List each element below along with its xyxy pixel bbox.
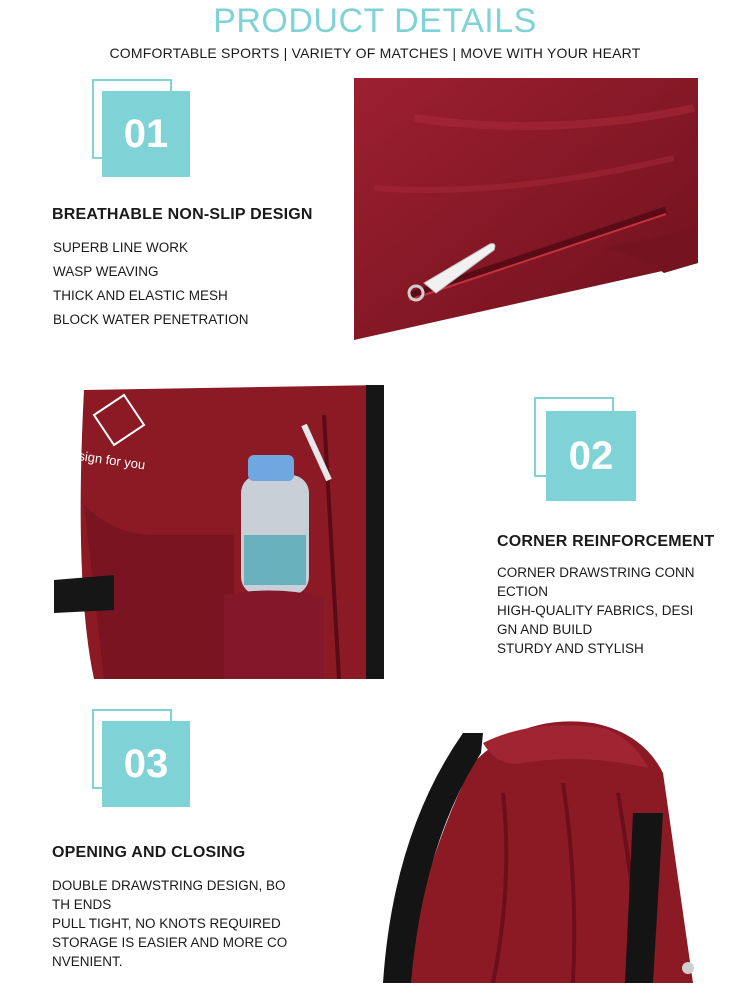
- feature-line: THICK AND ELASTIC MESH: [53, 288, 228, 303]
- drawstring-top-illustration: [363, 713, 698, 983]
- section-lines-03: [52, 876, 287, 971]
- section-lines-01: [53, 236, 249, 332]
- feature-line: GN AND BUILD: [497, 622, 593, 637]
- section-number-badge-01: [92, 79, 190, 177]
- page-title: PRODUCT DETAILS: [213, 2, 537, 40]
- drawstring-top-photo: [363, 713, 698, 983]
- bottle-pocket-illustration: [54, 385, 398, 679]
- section-heading-03: OPENING AND CLOSING: [52, 844, 246, 861]
- page-subtitle: COMFORTABLE SPORTS | VARIETY OF MATCHES | MOVE WITH YOUR HEART: [109, 45, 641, 61]
- section-number-badge-02: [534, 397, 636, 501]
- feature-line: STURDY AND STYLISH: [497, 641, 644, 656]
- feature-line: WASP WEAVING: [53, 264, 159, 279]
- bag-logo-text: sign for you: [77, 448, 147, 473]
- feature-line: HIGH-QUALITY FABRICS, DESI: [497, 603, 694, 618]
- section-number: 01: [102, 91, 190, 177]
- feature-line: NVENIENT.: [52, 954, 123, 969]
- section-heading-01: BREATHABLE NON-SLIP DESIGN: [52, 206, 313, 223]
- feature-line: TH ENDS: [52, 897, 112, 912]
- zipper-pocket-photo: [354, 78, 698, 340]
- feature-line: BLOCK WATER PENETRATION: [53, 312, 249, 327]
- feature-line: CORNER DRAWSTRING CONN: [497, 565, 695, 580]
- section-number: 02: [546, 411, 636, 501]
- feature-line: STORAGE IS EASIER AND MORE CO: [52, 935, 288, 950]
- section-lines-02: [497, 563, 695, 658]
- feature-line: PULL TIGHT, NO KNOTS REQUIRED: [52, 916, 281, 931]
- feature-line: SUPERB LINE WORK: [53, 240, 189, 255]
- section-number-badge-03: [92, 709, 190, 807]
- feature-line: DOUBLE DRAWSTRING DESIGN, BO: [52, 878, 286, 893]
- zipper-pocket-illustration: [354, 78, 698, 340]
- bottle-pocket-photo: [54, 385, 398, 679]
- section-heading-02: CORNER REINFORCEMENT: [497, 533, 715, 550]
- feature-line: ECTION: [497, 584, 549, 599]
- section-number: 03: [102, 721, 190, 807]
